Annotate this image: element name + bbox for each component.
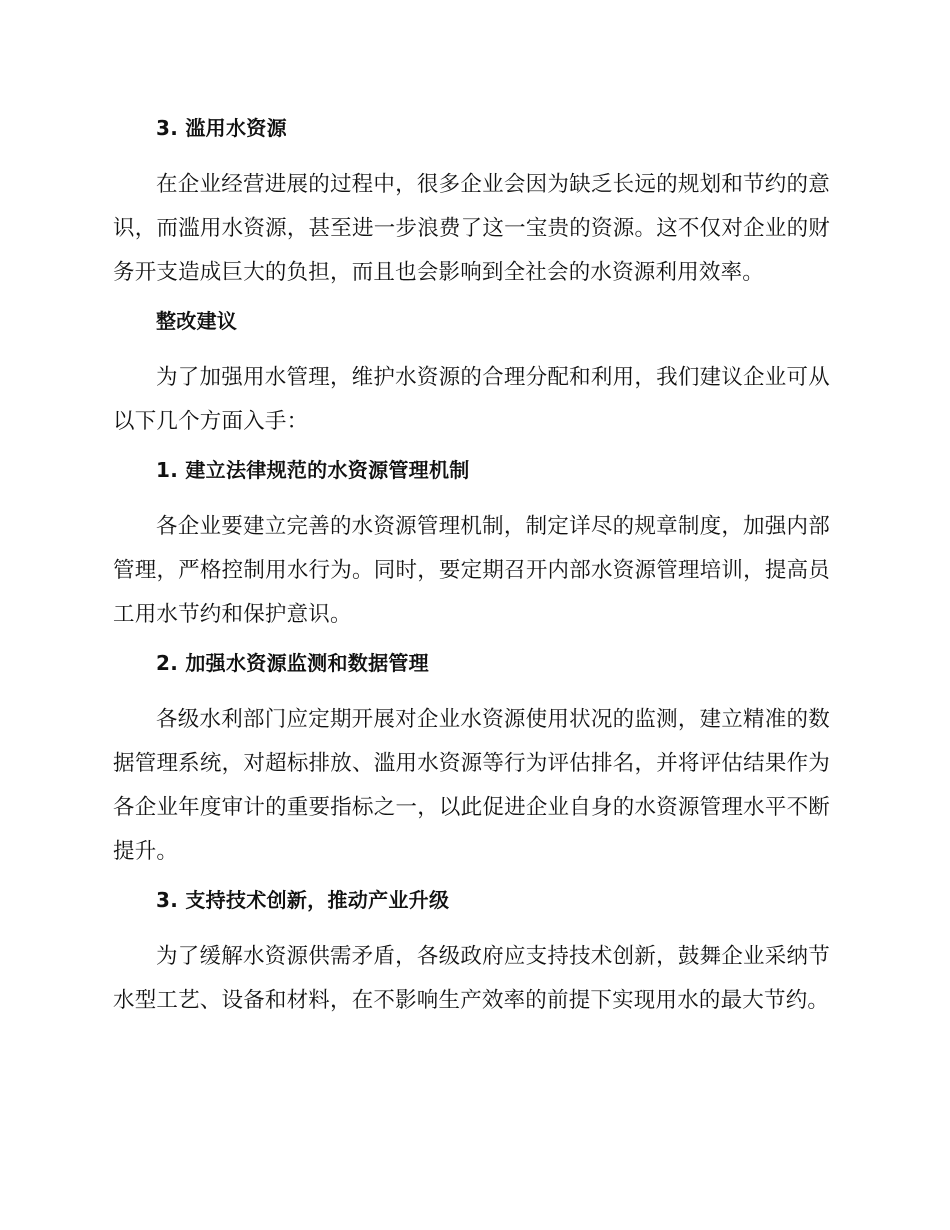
paragraph-monitoring-data: 各级水利部门应定期开展对企业水资源使用状况的监测，建立精准的数据管理系统，对超标排放、滥用水资源等行为评估排名，并将评估结果作为各企业年度审计的重要指标之一，以此促进企业自身的水资源管理水平不断提升。 [113,707,830,864]
paragraph-misuse-water: 在企业经营进展的过程中，很多企业会因为缺乏长远的规划和节约的意识，而滥用水资源，甚至进一步浪费了这一宝贵的资源。这不仅对企业的财务开支造成巨大的负担，而且也会影响到全社会的水资源利用效率。 [113,172,830,285]
section-heading-misuse-water: 3. 滥用水资源 [156,116,287,140]
section-heading-rectification-advice: 整改建议 [156,309,238,333]
section-heading-tech-innovation: 3. 支持技术创新，推动产业升级 [156,888,450,912]
paragraph-rectification-intro: 为了加强用水管理，维护水资源的合理分配和利用，我们建议企业可从以下几个方面入手： [113,365,830,434]
paragraph-tech-innovation: 为了缓解水资源供需矛盾，各级政府应支持技术创新，鼓舞企业采纳节水型工艺、设备和材料，在不影响生产效率的前提下实现用水的最大节约。 [113,944,830,1013]
section-heading-monitoring-data: 2. 加强水资源监测和数据管理 [156,651,429,675]
section-heading-management-mechanism: 1. 建立法律规范的水资源管理机制 [156,458,470,482]
paragraph-management-mechanism: 各企业要建立完善的水资源管理机制，制定详尽的规章制度，加强内部管理，严格控制用水行为。同时，要定期召开内部水资源管理培训，提高员工用水节约和保护意识。 [113,514,830,627]
